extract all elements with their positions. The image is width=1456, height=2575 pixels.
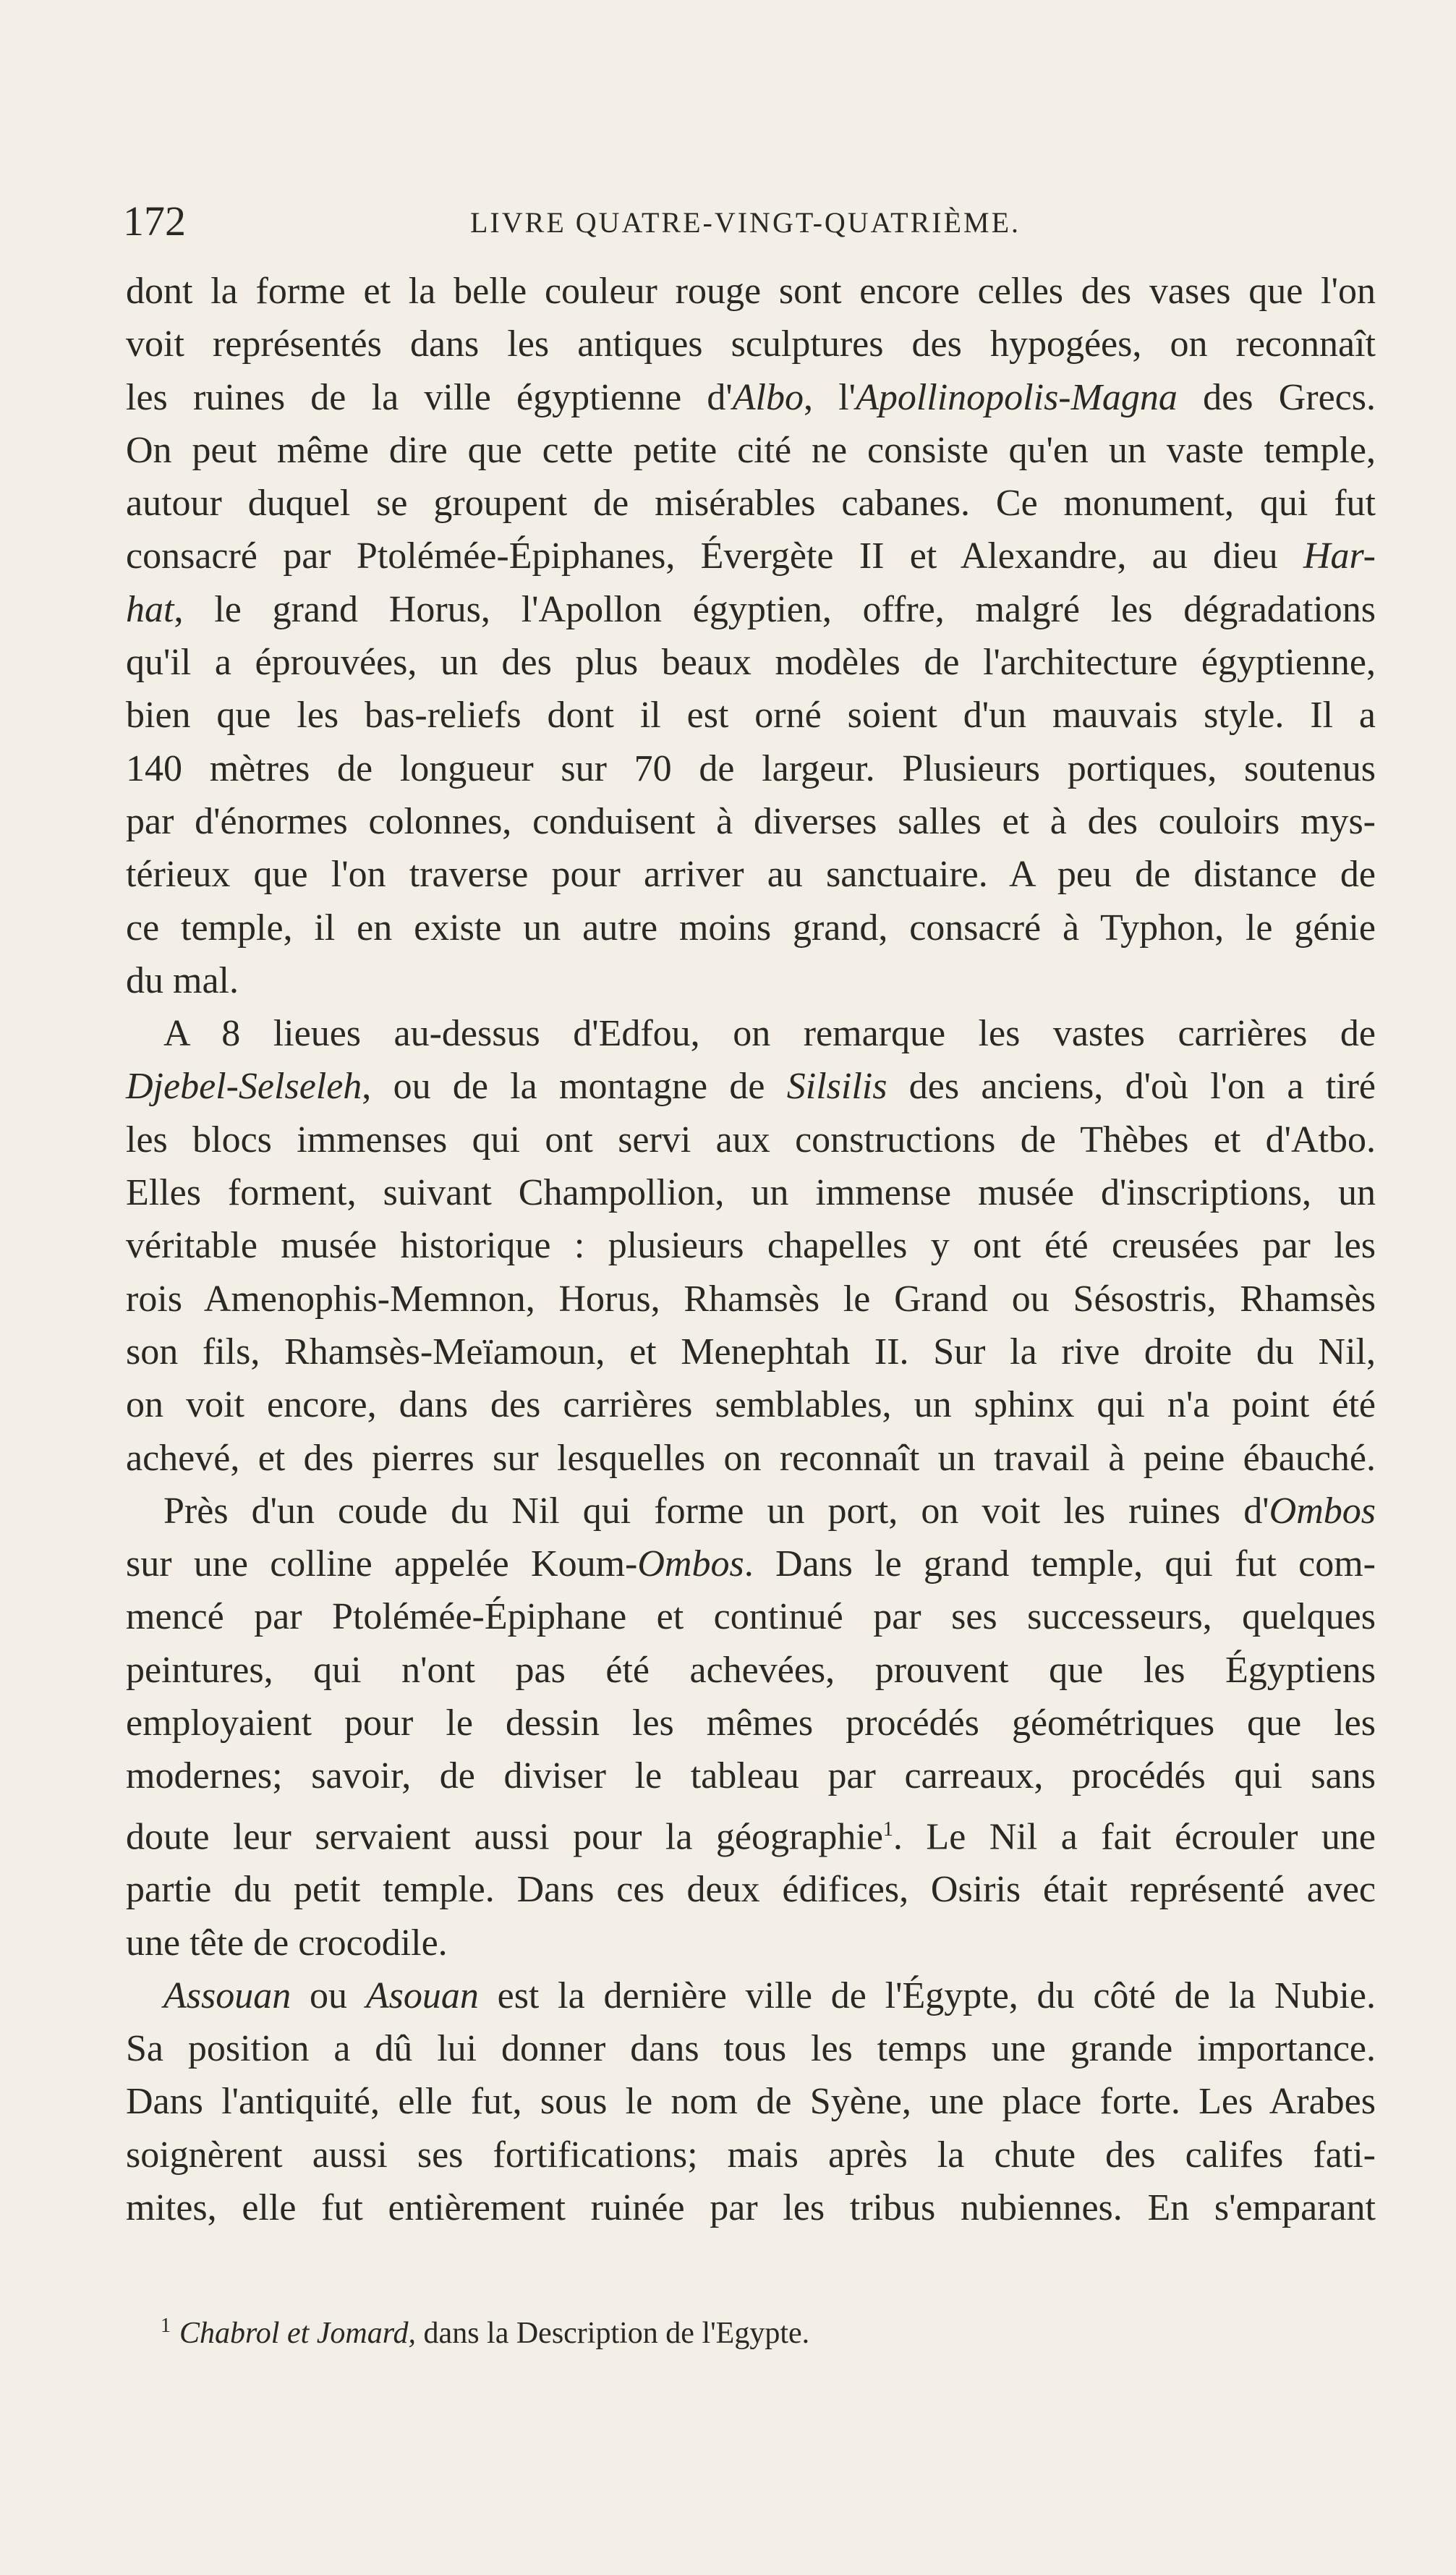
footnote	[161, 2308, 1376, 2351]
text-line: On peut même dire que cette petite cité ne consiste qu'en un vaste temple,	[126, 429, 1376, 471]
text-line: employaient pour le dessin les mêmes procédés géométriques que les	[126, 1702, 1376, 1744]
text-line: Djebel-Selseleh, ou de la montagne de Silsilis des anciens, d'où l'on a tiré	[126, 1066, 1376, 1108]
paragraph	[126, 1969, 1376, 2234]
text-line: véritable musée historique : plusieurs chapelles y ont été creusées par les	[126, 1225, 1376, 1267]
text-line: une tête de crocodile.	[126, 1922, 448, 1964]
text-line: modernes; savoir, de diviser le tableau par carreaux, procédés qui sans	[126, 1755, 1376, 1797]
text-line: mites, elle fut entièrement ruinée par les tribus nubiennes. En s'emparant	[126, 2187, 1376, 2229]
text-line: les ruines de la ville égyptienne d'Albo, l'Apollinopolis-Magna des Grecs.	[126, 376, 1376, 418]
text-line: partie du petit temple. Dans ces deux édifices, Osiris était représenté avec	[126, 1869, 1376, 1911]
text-line: Sa position a dû lui donner dans tous les temps une grande importance.	[126, 2028, 1376, 2070]
text-line: hat, le grand Horus, l'Apollon égyptien, offre, malgré les dégradations	[126, 588, 1376, 630]
running-head: LIVRE QUATRE-VINGT-QUATRIÈME.	[470, 206, 1021, 239]
text-line: les blocs immenses qui ont servi aux constructions de Thèbes et d'Atbo.	[126, 1119, 1376, 1161]
footnote-marker: 1	[161, 2315, 171, 2337]
text-line: qu'il a éprouvées, un des plus beaux modèles de l'architecture égyptienne,	[126, 642, 1376, 684]
text-line: autour duquel se groupent de misérables cabanes. Ce monument, qui fut	[126, 483, 1376, 525]
text-line: 140 mètres de longueur sur 70 de largeur. Plusieurs portiques, soutenus	[126, 747, 1376, 789]
text-line: soignèrent aussi ses fortifications; mais après la chute des califes fati-	[126, 2134, 1376, 2176]
page-header	[123, 197, 1374, 247]
text-line: son fils, Rhamsès-Meïamoun, et Menephtah II. Sur la rive droite du Nil,	[126, 1331, 1376, 1373]
text-line: mencé par Ptolémée-Épiphane et continué par ses successeurs, quelques	[126, 1596, 1376, 1638]
text-line: dont la forme et la belle couleur rouge sont encore celles des vases que l'on	[126, 271, 1376, 312]
text-line: consacré par Ptolémée-Épiphanes, Évergète II et Alexandre, au dieu Har-	[126, 535, 1376, 577]
body-text	[126, 265, 1376, 2234]
paragraph	[126, 1485, 1376, 1969]
text-line: peintures, qui n'ont pas été achevées, prouvent que les Égyptiens	[126, 1649, 1376, 1691]
paragraph	[126, 1007, 1376, 1485]
text-line: bien que les bas-reliefs dont il est orné soient d'un mauvais style. Il a	[126, 695, 1376, 737]
text-line: A 8 lieues au-dessus d'Edfou, on remarque les vastes carrières de	[163, 1013, 1376, 1055]
paragraph	[126, 265, 1376, 1007]
footnote-authors: Chabrol et Jomard,	[179, 2317, 417, 2350]
text-line: on voit encore, dans des carrières semblables, un sphinx qui n'a point été	[126, 1384, 1376, 1426]
text-line: sur une colline appelée Koum-Ombos. Dans le grand temple, qui fut com-	[126, 1543, 1376, 1585]
text-line: par d'énormes colonnes, conduisent à diverses salles et à des couloirs mys-	[126, 800, 1376, 842]
text-line: Dans l'antiquité, elle fut, sous le nom de Syène, une place forte. Les Arabes	[126, 2081, 1376, 2123]
page-number: 172	[123, 198, 186, 245]
text-line: du mal.	[126, 959, 239, 1001]
text-line: ce temple, il en existe un autre moins grand, consacré à Typhon, le génie	[126, 907, 1376, 949]
footnote-text: dans la Description de l'Egypte.	[423, 2317, 810, 2350]
text-line: doute leur servaient aussi pour la géographie$^1$. Le Nil a fait écrouler une	[126, 1815, 1376, 1857]
text-line: térieux que l'on traverse pour arriver au sanctuaire. A peu de distance de	[126, 854, 1376, 896]
text-line: Elles forment, suivant Champollion, un immense musée d'inscriptions, un	[126, 1172, 1376, 1214]
text-line: rois Amenophis-Memnon, Horus, Rhamsès le Grand ou Sésostris, Rhamsès	[126, 1278, 1376, 1320]
text-line: voit représentés dans les antiques sculptures des hypogées, on reconnaît	[126, 323, 1376, 365]
text-line: Près d'un coude du Nil qui forme un port, on voit les ruines d'Ombos	[163, 1490, 1376, 1532]
text-line: achevé, et des pierres sur lesquelles on reconnaît un travail à peine ébauché.	[126, 1437, 1376, 1479]
text-line: Assouan ou Asouan est la dernière ville de l'Égypte, du côté de la Nubie.	[163, 1974, 1376, 2016]
